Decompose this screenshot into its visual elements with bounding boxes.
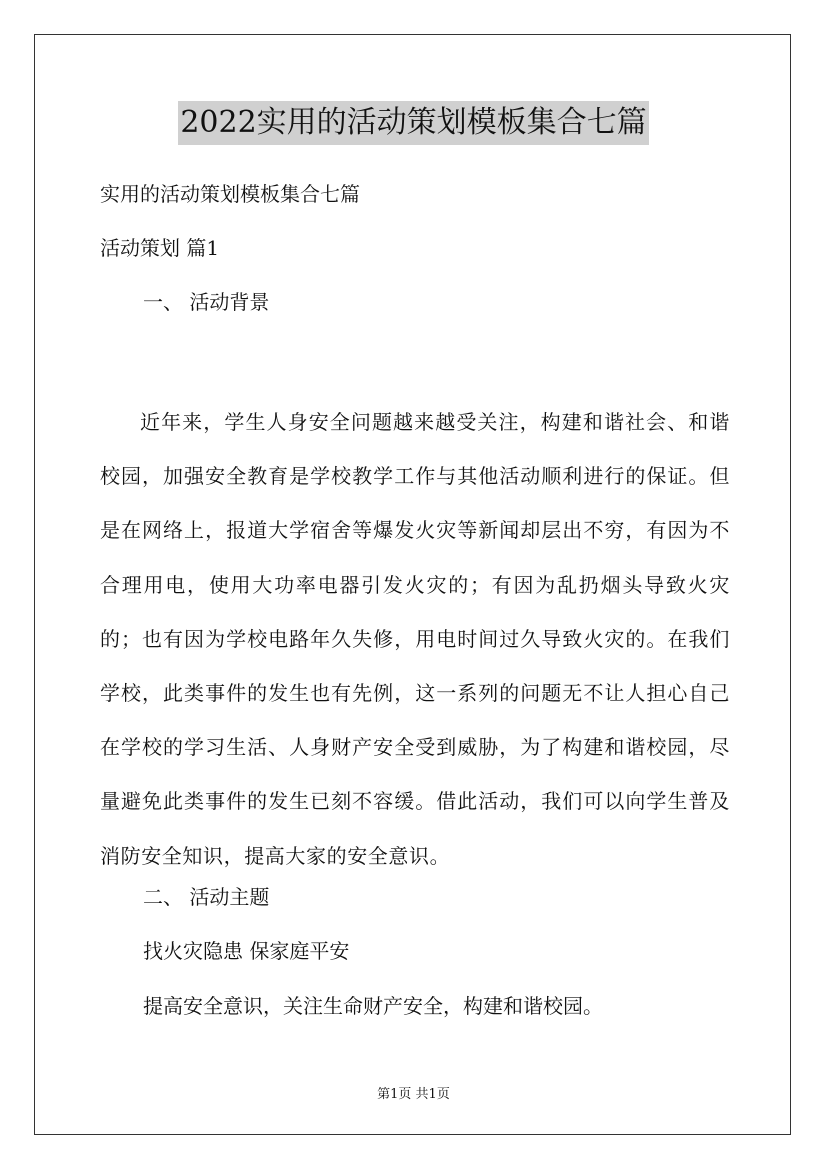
section-heading: 活动策划 篇1 bbox=[100, 236, 220, 260]
document-title: 2022实用的活动策划模板集合七篇 bbox=[178, 101, 648, 145]
background-paragraph: 近年来，学生人身安全问题越来越受关注，构建和谐社会、和谐校园，加强安全教育是学校教学工作与其他活动顺利进行的保证。但是在网络上，报道大学宿舍等爆发火灾等新闻却层出不穷，有因为不合理用电，使用大功率电器引发火灾的；有因为乱扔烟头导致火灾的；也有因为学校电路年久失修，用电时间过久导致火灾的。在我们学校，此类事件的发生也有先例，这一系列的问题无不让人担心自己在学校的学习生活、人身财产安全受到威胁，为了构建和谐校园，尽量避免此类事件的发生已刻不容缓。借此活动，我们可以向学生普及消防安全知识，提高大家的安全意识。 bbox=[100, 410, 730, 868]
heading-background: 一、 活动背景 bbox=[143, 290, 270, 314]
theme-line-1: 找火灾隐患 保家庭平安 bbox=[143, 939, 350, 963]
document-subtitle: 实用的活动策划模板集合七篇 bbox=[100, 182, 360, 206]
heading-theme: 二、 活动主题 bbox=[143, 885, 270, 909]
document-title-wrap bbox=[0, 101, 827, 145]
page-footer: 第1页 共1页 bbox=[377, 1087, 450, 1102]
theme-line-2: 提高安全意识，关注生命财产安全，构建和谐校园。 bbox=[143, 994, 603, 1018]
